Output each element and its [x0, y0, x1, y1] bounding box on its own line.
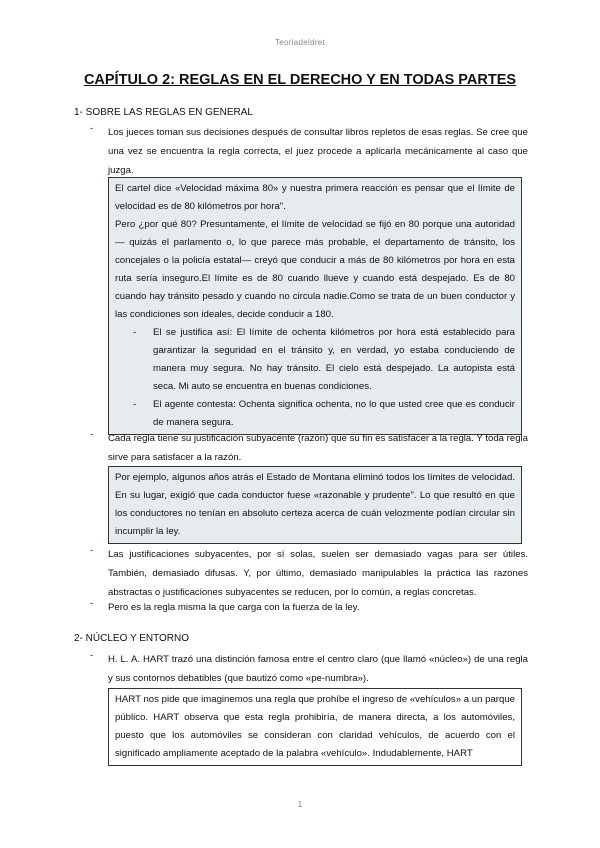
example-box-montana — [108, 466, 522, 544]
bullet-text: Pero es la regla misma la que carga con la fuerza de la ley. — [108, 602, 360, 613]
section-heading-2: 2- NÚCLEO Y ENTORNO — [74, 633, 190, 644]
bullet-text: H. L. A. HART trazó una distinción famosa entre el centro claro (que llamó «núcleo») de una regla y sus contornos debatibles (que bautizó como «pe-numbra»). — [108, 654, 528, 684]
box-sublist — [115, 324, 515, 432]
bullet-dash: - — [133, 327, 137, 338]
bullet-dash: - — [90, 429, 94, 440]
bullet-dash: - — [133, 399, 137, 410]
example-box-hart — [108, 688, 522, 766]
example-box-speed-limit — [108, 177, 522, 435]
page-number: 1 — [297, 800, 303, 809]
sublist-item-text: El se justifica así: El límite de ochenta kilómetros por hora está establecido para garantizar la seguridad en el tránsito y, en verdad, yo estaba conduciendo de manera muy segura. No hay tránsito. El cielo está despejado. La autopista está seca. Mi auto se encuentra en buenas condiciones. — [153, 327, 515, 392]
sublist-item-text: El agente contesta: Ochenta significa ochenta, no lo que usted cree que es conducir de manera segura. — [153, 399, 515, 428]
bullet-dash: - — [90, 650, 94, 661]
bullet-text: Los jueces toman sus decisiones después de consultar libros repletos de esas reglas. Se cree que una vez se encuentra la regla correcta, el juez procede a aplicarla mecánicamente al caso que juzga. — [108, 127, 528, 176]
box-paragraph: HART nos pide que imaginemos una regla que prohíbe el ingreso de «vehículos» a un parque público. HART observa que esta regla prohibiría, de manera directa, a los automóviles, puesto que los automóviles se consideran con claridad vehículos, de acuerdo con el significado ampliamente aceptado de la palabra «vehículo». Indudablemente, HART — [115, 694, 515, 759]
bullet-dash: - — [90, 123, 94, 134]
section-heading-1: 1- SOBRE LAS REGLAS EN GENERAL — [74, 107, 253, 118]
box-paragraph: Por ejemplo, algunos años atrás el Estado de Montana eliminó todos los límites de velocidad. En su lugar, exigió que cada conductor fuese «razonable y prudente". Lo que resultó en que los conductores no tenían en absoluto certeza acerca de cuán velozmente podían circular sin incumplir la ley. — [115, 472, 515, 537]
box-paragraph: Pero ¿por qué 80? Presuntamente, el límite de velocidad se fijó en 80 porque una autoridad — quizás el parlamento o, lo que parece más probable, el departamento de tránsito, los concejales o la policía estatal— creyó que conducir a más de 80 kilómetros por hora en esta ruta sería inseguro.El límite es de 80 cuando llueve y cuando está despejado. Es de 80 cuando hay tránsito pesado y cuando no circula nadie.Como se trata de un buen conductor y las condiciones son ideales, decide conducir a 180. — [115, 219, 515, 320]
bullet-text: Cada regla tiene su justificación subyacente (razón) que su fin es satisfacer a la regla. Y toda regla sirve para satisfacer a la razón. — [108, 433, 528, 463]
chapter-title: CAPÍTULO 2: REGLAS EN EL DERECHO Y EN TODAS PARTES — [83, 72, 517, 88]
page-header: Teoriadeldret — [274, 38, 326, 47]
bullet-text: Las justificaciones subyacentes, por sí solas, suelen ser demasiado vagas para ser útiles. También, demasiado difusas. Y, por último, demasiado manipulables la práctica las razones abstractas o justificaciones subyacentes se reducen, por lo común, a reglas concretas. — [108, 549, 528, 598]
sublist-item — [115, 396, 515, 432]
bullet-dash: - — [90, 545, 94, 556]
sublist-item — [115, 324, 515, 396]
bullet-dash: - — [90, 598, 94, 609]
box-paragraph: El cartel dice «Velocidad máxima 80» y nuestra primera reacción es pensar que el límite de velocidad es de 80 kilómetros por hora". — [115, 183, 515, 212]
